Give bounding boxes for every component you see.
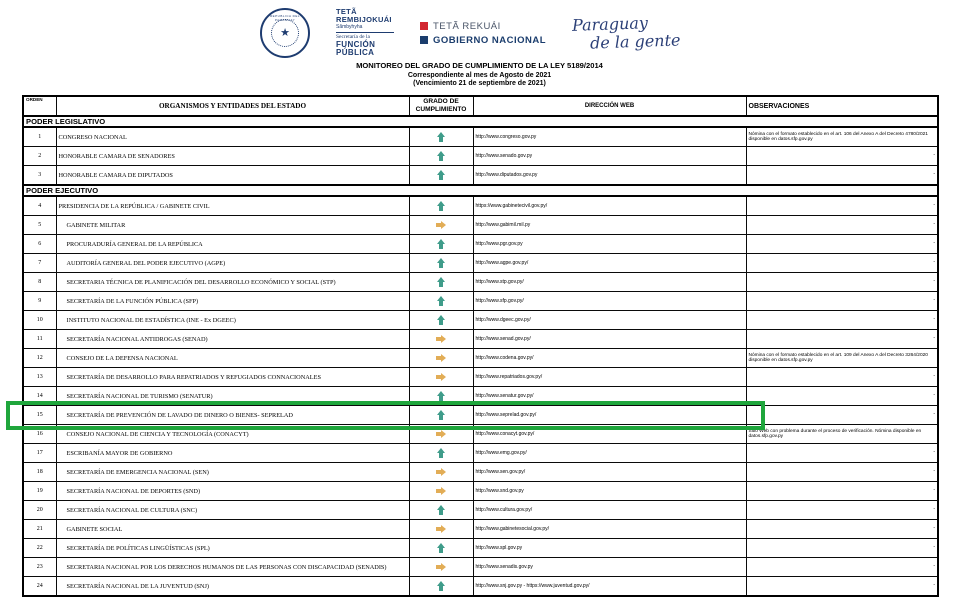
organismo-name-cell: HONORABLE CAMARA DE SENADORES [56, 147, 409, 166]
orden-cell: 2 [23, 147, 56, 166]
grado-cell [409, 482, 473, 501]
grado-cell [409, 127, 473, 147]
up-arrow-icon [437, 410, 445, 420]
observacion-cell: - [746, 463, 938, 482]
web-address-link[interactable]: http://www.pgr.gov.py [473, 235, 746, 254]
table-row [23, 166, 938, 186]
table-row [23, 349, 938, 368]
grado-cell [409, 311, 473, 330]
web-address-link[interactable]: http://www.codena.gov.py/ [473, 349, 746, 368]
organismo-name-cell: SECRETARÍA NACIONAL DE TURISMO (SENATUR) [56, 387, 409, 406]
sfp-logo-text [336, 8, 394, 58]
observacion-cell: - [746, 406, 938, 425]
orden-cell: 10 [23, 311, 56, 330]
orden-cell: 8 [23, 273, 56, 292]
section-header-row [23, 116, 938, 127]
table-row [23, 425, 938, 444]
organismo-name-cell: AUDITORÍA GENERAL DEL PODER EJECUTIVO (AGPE) [56, 254, 409, 273]
table-row [23, 520, 938, 539]
script-line2: de la gente [589, 30, 681, 53]
web-address-link[interactable]: http://www.repatriados.gov.py/ [473, 368, 746, 387]
organismo-name-cell: SECRETARÍA DE POLÍTICAS LINGÜÍSTICAS (SPL) [56, 539, 409, 558]
table-row [23, 216, 938, 235]
section-label: PODER EJECUTIVO [23, 185, 938, 196]
script-line1: Paraguay [571, 13, 649, 35]
web-address-link[interactable]: http://www.senado.gov.py [473, 147, 746, 166]
web-address-link[interactable]: http://www.senadis.gov.py [473, 558, 746, 577]
grado-cell [409, 444, 473, 463]
table-row [23, 292, 938, 311]
orden-cell: 11 [23, 330, 56, 349]
gobierno-nacional-label: GOBIERNO NACIONAL [433, 34, 546, 46]
organismo-name-cell: GABINETE MILITAR [56, 216, 409, 235]
table-row [23, 127, 938, 147]
observacion-cell: - [746, 235, 938, 254]
grado-cell [409, 577, 473, 597]
column-header-orden: ORDEN [23, 96, 56, 116]
column-header-grado: GRADO DE CUMPLIMIENTO [409, 96, 473, 116]
web-address-link[interactable]: http://www.gabinetesocial.gov.py/ [473, 520, 746, 539]
grado-cell [409, 463, 473, 482]
orden-cell: 7 [23, 254, 56, 273]
table-row [23, 330, 938, 349]
right-arrow-icon [436, 430, 447, 438]
organismo-name-cell: SECRETARÍA NACIONAL DE LA JUVENTUD (SNJ) [56, 577, 409, 597]
table-row [23, 482, 938, 501]
table-row [23, 254, 938, 273]
web-address-link[interactable]: http://www.diputados.gov.py [473, 166, 746, 186]
up-arrow-icon [437, 258, 445, 268]
observacion-cell: - [746, 196, 938, 216]
observacion-cell: - [746, 387, 938, 406]
orden-cell: 3 [23, 166, 56, 186]
up-arrow-icon [437, 448, 445, 458]
right-arrow-icon [436, 525, 447, 533]
section-label: PODER LEGISLATIVO [23, 116, 938, 127]
observacion-cell: - [746, 147, 938, 166]
web-address-link[interactable]: http://www.congreso.gov.py [473, 127, 746, 147]
up-arrow-icon [437, 239, 445, 249]
orden-cell: 5 [23, 216, 56, 235]
observacion-cell: - [746, 444, 938, 463]
organismo-name-cell: CONSEJO DE LA DEFENSA NACIONAL [56, 349, 409, 368]
grado-cell [409, 406, 473, 425]
grado-cell [409, 539, 473, 558]
grado-cell [409, 292, 473, 311]
organismo-name-cell: SECRETARÍA DE LA FUNCIÓN PÚBLICA (SFP) [56, 292, 409, 311]
blue-square-icon [420, 36, 428, 44]
organismo-name-cell: SECRETARIA TÉCNICA DE PLANIFICACIÓN DEL DESARROLLO ECONÓMICO Y SOCIAL (STP) [56, 273, 409, 292]
grado-cell [409, 254, 473, 273]
observacion-cell: Sitio Web con problema durante el proceso de verificación. Nómina disponible en datos.sfp.gov.py [746, 425, 938, 444]
paraguay-seal-icon [260, 8, 310, 58]
organismo-name-cell: SECRETARÍA DE DESARROLLO PARA REPATRIADOS Y REFUGIADOS CONNACIONALES [56, 368, 409, 387]
orden-cell: 13 [23, 368, 56, 387]
web-address-link[interactable]: http://www.sen.gov.py/ [473, 463, 746, 482]
up-arrow-icon [437, 277, 445, 287]
up-arrow-icon [437, 581, 445, 591]
grado-cell [409, 501, 473, 520]
table-row [23, 444, 938, 463]
table-row [23, 501, 938, 520]
organismo-name-cell: HONORABLE CAMARA DE DIPUTADOS [56, 166, 409, 186]
organismo-name-cell: SECRETARÍA NACIONAL ANTIDROGAS (SENAD) [56, 330, 409, 349]
grado-cell [409, 147, 473, 166]
compliance-table [22, 95, 939, 597]
document-title [22, 61, 937, 87]
right-arrow-icon [436, 487, 447, 495]
organismo-name-cell: PRESIDENCIA DE LA REPÚBLICA / GABINETE CIVIL [56, 196, 409, 216]
orden-cell: 22 [23, 539, 56, 558]
orden-cell: 19 [23, 482, 56, 501]
orden-cell: 20 [23, 501, 56, 520]
right-arrow-icon [436, 468, 447, 476]
web-address-link[interactable]: https://www.gabinetecivil.gov.py/ [473, 196, 746, 216]
web-address-link[interactable]: http://www.senad.gov.py/ [473, 330, 746, 349]
up-arrow-icon [437, 543, 445, 553]
table-row [23, 463, 938, 482]
web-address-link[interactable]: http://www.spl.gov.py [473, 539, 746, 558]
web-address-link[interactable]: http://www.seprelad.gov.py/ [473, 406, 746, 425]
table-row [23, 147, 938, 166]
header-logo-bar [260, 8, 680, 58]
table-row [23, 558, 938, 577]
up-arrow-icon [437, 296, 445, 306]
organismo-name-cell: GABINETE SOCIAL [56, 520, 409, 539]
web-address-link[interactable]: http://www.cultura.gov.py/ [473, 501, 746, 520]
organismo-name-cell: SECRETARÍA DE PREVENCIÓN DE LAVADO DE DINERO O BIENES- SEPRELAD [56, 406, 409, 425]
right-arrow-icon [436, 335, 447, 343]
observacion-cell: - [746, 482, 938, 501]
section-header-row [23, 185, 938, 196]
sfp-logo-divider [336, 32, 394, 33]
organismo-name-cell: CONSEJO NACIONAL DE CIENCIA Y TECNOLOGÍA (CONACYT) [56, 425, 409, 444]
sfp-logo-line5: FUNCIÓN [336, 39, 376, 49]
teta-rekuai-label: TETÃ REKUÁI [433, 20, 501, 32]
table-row [23, 311, 938, 330]
orden-cell: 17 [23, 444, 56, 463]
organismo-name-cell: SECRETARÍA NACIONAL DE CULTURA (SNC) [56, 501, 409, 520]
orden-cell: 24 [23, 577, 56, 597]
web-address-link[interactable]: http://www.conacyt.gov.py/ [473, 425, 746, 444]
observacion-cell: - [746, 311, 938, 330]
title-line1: MONITOREO DEL GRADO DE CUMPLIMIENTO DE LA LEY 5189/2014 [356, 61, 603, 70]
seal-inner-ring [271, 19, 299, 47]
web-address-link[interactable]: http://www.stp.gov.py/ [473, 273, 746, 292]
observacion-cell: Nómina con el formato establecido en el art. 109 del Anexo A del Decreto 3264/2020 disponible en datos.sfp.gov.py [746, 349, 938, 368]
grado-cell [409, 235, 473, 254]
table-row [23, 387, 938, 406]
orden-cell: 15 [23, 406, 56, 425]
web-address-link[interactable]: http://www.agpe.gov.py/ [473, 254, 746, 273]
orden-cell: 14 [23, 387, 56, 406]
observacion-cell: - [746, 501, 938, 520]
organismo-name-cell: PROCURADURÍA GENERAL DE LA REPÚBLICA [56, 235, 409, 254]
table-row [23, 235, 938, 254]
organismo-name-cell: ESCRIBANÍA MAYOR DE GOBIERNO [56, 444, 409, 463]
observacion-cell: Nómina con el formato establecido en el art. 106 del Anexo A del Decreto 4780/2021 disponible en datos.sfp.gov.py [746, 127, 938, 147]
orden-cell: 4 [23, 196, 56, 216]
observacion-cell: - [746, 254, 938, 273]
organismo-name-cell: SECRETARÍA DE EMERGENCIA NACIONAL (SEN) [56, 463, 409, 482]
title-line2: Correspondiente al mes de Agosto de 2021 [407, 71, 552, 79]
table-body [23, 116, 938, 596]
gobierno-nacional-logo [420, 21, 546, 46]
organismo-name-cell: SECRETARÍA NACIONAL DE DEPORTES (SND) [56, 482, 409, 501]
grado-cell [409, 425, 473, 444]
observacion-cell: - [746, 166, 938, 186]
grado-cell [409, 216, 473, 235]
up-arrow-icon [437, 315, 445, 325]
seal-star-icon: ★ [280, 26, 290, 39]
orden-cell: 21 [23, 520, 56, 539]
grado-cell [409, 520, 473, 539]
web-address-link[interactable]: http://www.emg.gov.py/ [473, 444, 746, 463]
observacion-cell: - [746, 539, 938, 558]
title-line3: (Vencimiento 21 de septiembre de 2021) [413, 79, 546, 87]
grado-cell [409, 349, 473, 368]
web-address-link[interactable]: http://www.gabimil.mil.py [473, 216, 746, 235]
orden-cell: 16 [23, 425, 56, 444]
grado-cell [409, 273, 473, 292]
organismo-name-cell: INSTITUTO NACIONAL DE ESTADÍSTICA (INE - Ex DGEEC) [56, 311, 409, 330]
observacion-cell: - [746, 292, 938, 311]
grado-cell [409, 330, 473, 349]
column-header-organismos: ORGANISMOS Y ENTIDADES DEL ESTADO [56, 96, 409, 116]
orden-cell: 9 [23, 292, 56, 311]
paraguay-de-la-gente-logo [571, 13, 681, 53]
sfp-logo-line3: Sãmbyhyha [336, 23, 363, 30]
observacion-cell: - [746, 577, 938, 597]
table-row [23, 577, 938, 597]
observacion-cell: - [746, 520, 938, 539]
orden-cell: 18 [23, 463, 56, 482]
grado-cell [409, 368, 473, 387]
up-arrow-icon [437, 391, 445, 401]
table-row [23, 539, 938, 558]
table-row [23, 273, 938, 292]
web-address-link[interactable]: http://www.senatur.gov.py/ [473, 387, 746, 406]
up-arrow-icon [437, 505, 445, 515]
right-arrow-icon [436, 354, 447, 362]
observacion-cell: - [746, 330, 938, 349]
orden-cell: 1 [23, 127, 56, 147]
table-row [23, 196, 938, 216]
sfp-logo-line2: REMBIJOKUÁI [336, 15, 392, 25]
table-header-row [23, 96, 938, 116]
observacion-cell: - [746, 216, 938, 235]
observacion-cell: - [746, 368, 938, 387]
column-header-observaciones: OBSERVACIONES [746, 96, 938, 116]
grado-cell [409, 196, 473, 216]
right-arrow-icon [436, 373, 447, 381]
sfp-logo-line1: TETÃ [336, 7, 357, 17]
sfp-logo-line4: Secretaría de la [336, 34, 370, 41]
web-address-link[interactable]: http://www.snj.gov.py - https://www.juventud.gov.py/ [473, 577, 746, 597]
sfp-logo-line6: PÚBLICA [336, 48, 375, 58]
organismo-name-cell: SECRETARIA NACIONAL POR LOS DERECHOS HUMANOS DE LAS PERSONAS CON DISCAPACIDAD (SENADIS) [56, 558, 409, 577]
up-arrow-icon [437, 151, 445, 161]
observacion-cell: - [746, 558, 938, 577]
web-address-link[interactable]: http://www.snd.gov.py [473, 482, 746, 501]
web-address-link[interactable]: http://www.sfp.gov.py/ [473, 292, 746, 311]
web-address-link[interactable]: http://www.dgeec.gov.py/ [473, 311, 746, 330]
up-arrow-icon [437, 170, 445, 180]
grado-cell [409, 166, 473, 186]
grado-cell [409, 387, 473, 406]
orden-cell: 6 [23, 235, 56, 254]
red-square-icon [420, 22, 428, 30]
orden-cell: 12 [23, 349, 56, 368]
grado-cell [409, 558, 473, 577]
right-arrow-icon [436, 563, 447, 571]
up-arrow-icon [437, 201, 445, 211]
up-arrow-icon [437, 132, 445, 142]
column-header-direccion-web: DIRECCIÓN WEB [473, 96, 746, 116]
organismo-name-cell: CONGRESO NACIONAL [56, 127, 409, 147]
observacion-cell: - [746, 273, 938, 292]
orden-cell: 23 [23, 558, 56, 577]
seal-ring-text: REPUBLICA DEL PARAGUAY [269, 14, 300, 22]
right-arrow-icon [436, 221, 447, 229]
table-row [23, 368, 938, 387]
table-row [23, 406, 938, 425]
